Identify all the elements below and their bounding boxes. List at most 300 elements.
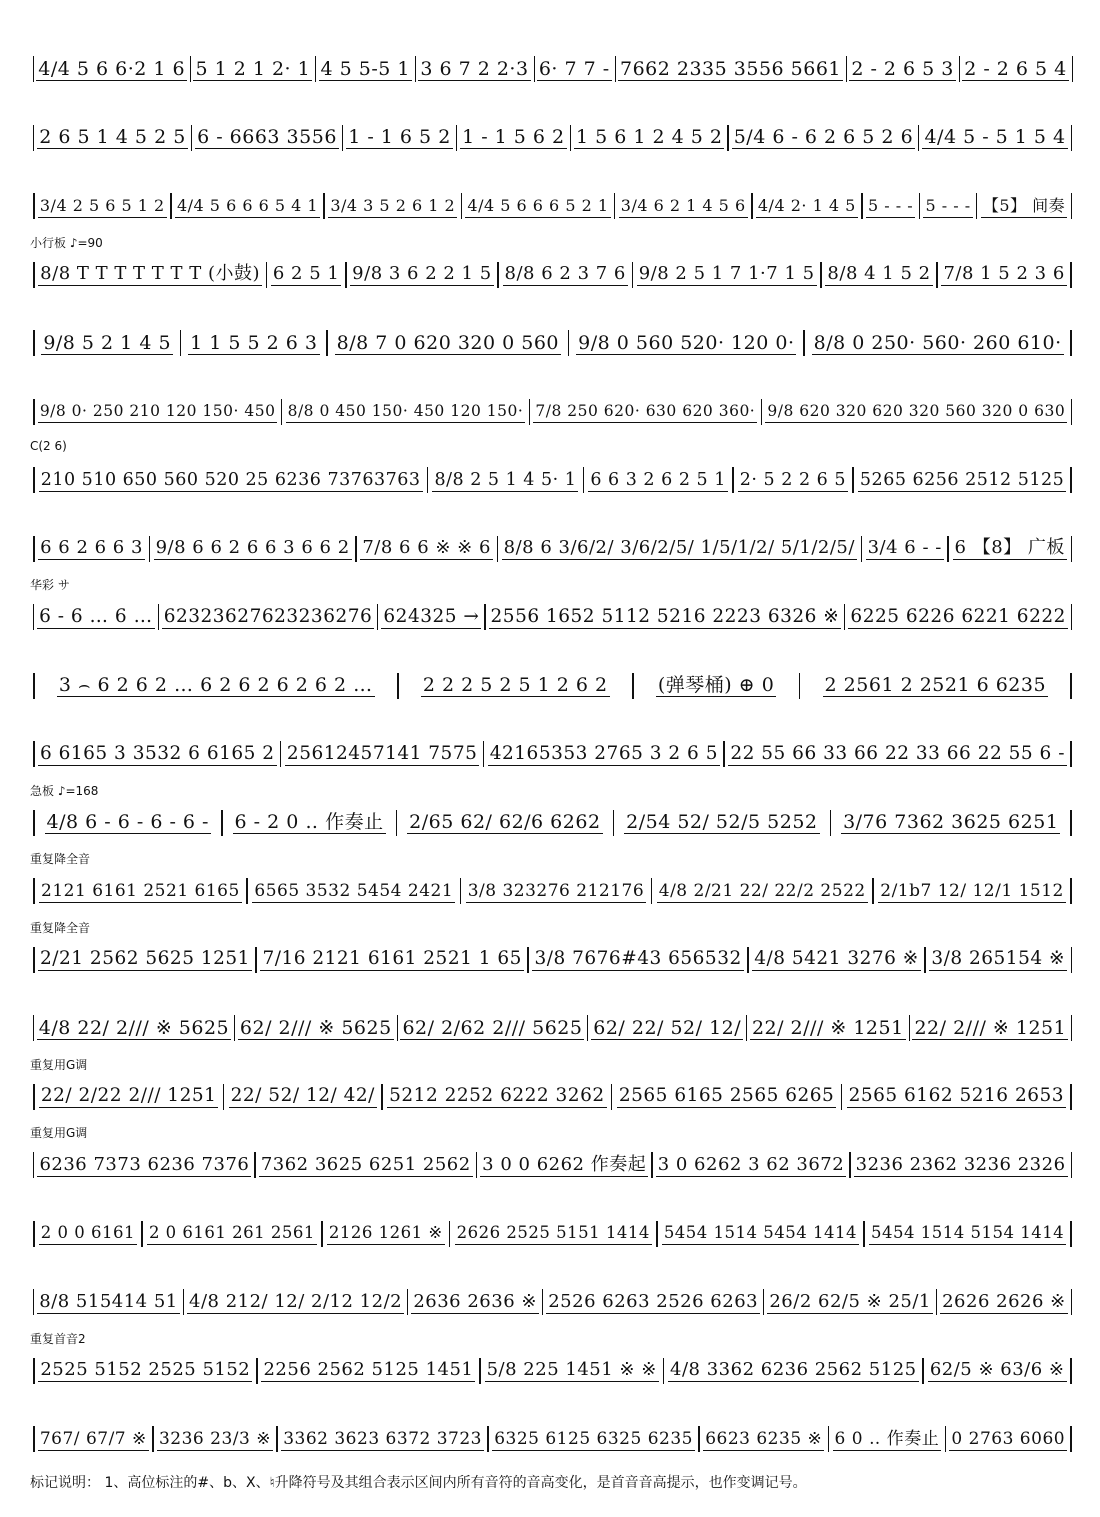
barline [568, 330, 570, 356]
barline [936, 262, 938, 288]
measure: 3/4 6 - - [867, 537, 942, 558]
barline [861, 536, 863, 562]
barline [33, 673, 35, 699]
barline [1071, 604, 1072, 630]
barline [479, 1358, 481, 1384]
barline [33, 604, 34, 630]
measure: 9/8 3 6 2 2 1 5 [352, 263, 492, 284]
measure: 6 - 6663 3556 [197, 126, 337, 148]
measure: 5 1 2 1 2· 1 [195, 57, 311, 80]
barline [852, 467, 854, 493]
score-row [30, 713, 1075, 783]
barline [33, 467, 35, 493]
measure: 42165353 2765 3 2 6 5 [489, 742, 718, 764]
barline [33, 1152, 34, 1178]
barline [1070, 1426, 1072, 1452]
barline [33, 947, 35, 973]
measure: 1 - 1 5 6 2 [462, 126, 565, 148]
row-marking: C(2 6) [30, 439, 67, 453]
score-row [30, 1330, 1075, 1400]
measure: 2565 6162 5216 2653 [848, 1085, 1065, 1106]
measure: 4/4 5 - 5 1 5 4 [924, 126, 1066, 148]
barline [33, 262, 35, 288]
barline [614, 193, 616, 219]
barline [476, 1152, 477, 1178]
row-marking: 重复用G调 [30, 1057, 88, 1072]
measure: 7/8 6 6 ※ ※ 6 [362, 537, 491, 558]
barline [1071, 125, 1072, 151]
score-row [30, 97, 1075, 167]
notation-line [30, 465, 1075, 495]
barline [461, 193, 463, 219]
barline [381, 1084, 383, 1110]
notation-line [30, 1287, 1075, 1317]
barline [1071, 947, 1073, 973]
barline [1070, 810, 1072, 836]
score-row [30, 1193, 1075, 1263]
measure: 3 0 0 6262 作奏起 [482, 1153, 647, 1175]
barline [497, 262, 499, 288]
barline [180, 330, 182, 356]
measure: 2/1b7 12/ 12/1 1512 [880, 880, 1064, 901]
barline [1071, 536, 1073, 562]
barline [234, 1015, 235, 1041]
barline [1071, 399, 1073, 425]
barline [345, 262, 347, 288]
barline [922, 1358, 924, 1384]
barline [33, 1358, 35, 1384]
measure: 2636 2636 ※ [413, 1290, 537, 1312]
measure: 8/8 0 450 150· 450 120 150· [286, 400, 526, 423]
barline [651, 878, 653, 904]
measure: 2565 6165 2565 6265 [618, 1085, 835, 1106]
measure: 22/ 2/// ※ 1251 [914, 1016, 1067, 1039]
barline [407, 1289, 408, 1315]
measure: 9/8 2 5 1 7 1·7 1 5 [638, 263, 815, 284]
measure: 9/8 0· 250 210 120 150· 450 [38, 400, 278, 423]
measure: 5 - - - [923, 195, 972, 218]
barline [663, 1358, 665, 1384]
notation-line [30, 1356, 1075, 1386]
measure: 4/8 5421 3276 ※ [754, 948, 919, 969]
barline [828, 1426, 830, 1452]
barline [849, 1152, 850, 1178]
measure: 25612457141 7575 [286, 742, 478, 764]
measure: 3/4 6 2 1 4 5 6 [619, 195, 748, 218]
row-marking: 重复首音2 [30, 1331, 86, 1346]
measure: 22/ 2/22 2/// 1251 [40, 1085, 217, 1106]
barline [1070, 467, 1072, 493]
notation-line [30, 397, 1075, 427]
barline [919, 193, 921, 219]
barline [456, 125, 457, 151]
measure: 0 2763 6060 [951, 1428, 1066, 1449]
measure: 6 0 ‥ 作奏止 [834, 1428, 940, 1449]
footnote-label: 标记说明： [30, 1475, 100, 1491]
score-row [30, 165, 1075, 235]
measure: 2626 2626 ※ [942, 1290, 1066, 1312]
barline [723, 741, 725, 767]
measure: 7662 2335 3556 5661 [619, 57, 842, 80]
footnote-text: 1、高位标注的#、b、X、♮升降符号及其组合表示区间内所有音符的音高变化，是首音音高提示，也作变调记号。 [104, 1475, 807, 1491]
barline [732, 467, 734, 493]
measure: 2/65 62/ 62/6 6262 [409, 811, 601, 833]
barline [149, 536, 151, 562]
measure: 3/4 3 5 2 6 1 2 [328, 195, 457, 218]
barline [542, 1289, 543, 1315]
measure: 8/8 T T T T T T T (小鼓) [40, 263, 260, 284]
barline [529, 399, 531, 425]
notation-line [30, 876, 1075, 906]
measure: 2/21 2562 5625 1251 [40, 948, 250, 969]
measure: 1 5 6 1 2 4 5 2 [575, 126, 723, 148]
measure: 6 6165 3 3532 6 6165 2 [39, 742, 275, 764]
barline [266, 262, 268, 288]
notation-line [30, 54, 1075, 84]
footnote-continued [150, 1508, 1050, 1517]
barline [33, 1084, 35, 1110]
row-marking: 重复降全音 [30, 920, 91, 935]
measure: 5/4 6 - 6 2 6 5 2 6 [733, 126, 914, 148]
barline [747, 947, 749, 973]
measure: 7/8 1 5 2 3 6 [943, 263, 1065, 284]
measure: 4/8 6 - 6 - 6 - 6 - [46, 811, 209, 833]
barline [830, 810, 832, 836]
measure: 1 1 5 5 2 6 3 [190, 331, 318, 354]
barline [377, 604, 378, 630]
barline [321, 1221, 323, 1247]
notation-line [30, 191, 1075, 221]
barline [820, 262, 822, 288]
barline [583, 467, 585, 493]
barline [924, 947, 926, 973]
measure: 3 6 7 2 2·3 [420, 57, 529, 80]
measure: 3/4 2 5 6 5 1 2 [38, 195, 167, 218]
score-row [30, 919, 1075, 989]
measure: 2 2561 2 2521 6 6235 [824, 674, 1047, 696]
barline [497, 536, 499, 562]
measure: 5265 6256 2512 5125 [859, 469, 1065, 490]
barline [33, 1426, 35, 1452]
measure: 62/5 ※ 63/6 ※ [929, 1359, 1065, 1380]
measure: 4/8 3362 6236 2562 5125 [670, 1359, 917, 1380]
measure: 3/8 323276 212176 [467, 880, 645, 901]
barline [280, 741, 282, 767]
row-marking: 重复降全音 [30, 852, 91, 866]
measure: 4/8 212/ 12/ 2/12 12/2 [189, 1290, 403, 1312]
measure: 2626 2525 5151 1414 [455, 1222, 652, 1245]
measure: (弹琴桶) ⊕ 0 [657, 674, 775, 696]
barline [33, 878, 35, 904]
barline [326, 330, 328, 356]
barline [1071, 1289, 1072, 1315]
barline [33, 1289, 34, 1315]
score-row [30, 1124, 1075, 1194]
measure: 2556 1652 5112 5216 2223 6326 ※ [490, 605, 840, 627]
notation-line [30, 739, 1075, 769]
measure: 5/8 225 1451 ※ ※ [486, 1359, 657, 1380]
measure: 22/ 2/// ※ 1251 [751, 1016, 904, 1039]
measure: 3 0 6262 3 62 3672 [657, 1153, 845, 1175]
measure: 6 2 5 1 [272, 263, 340, 284]
measure: 4/4 2· 1 4 5 [756, 195, 858, 218]
barline [918, 125, 919, 151]
barline [1071, 193, 1073, 219]
row-marking: 小行板 ♪=90 [30, 235, 103, 250]
barline [396, 810, 398, 836]
score-row [30, 1056, 1075, 1126]
barline [152, 1426, 154, 1452]
measure: 62323627623236276 [163, 605, 373, 627]
barline [632, 673, 634, 699]
barline [746, 1015, 747, 1041]
measure: 6 - 2 0 ‥ 作奏止 [234, 811, 384, 833]
barline [483, 741, 485, 767]
barline [727, 125, 728, 151]
measure: 9/8 0 560 520· 120 0· [578, 331, 795, 354]
notation-line [30, 1424, 1075, 1454]
barline [221, 810, 223, 836]
barline [355, 536, 357, 562]
measure: 26/2 62/5 ※ 25/1 [769, 1290, 931, 1312]
measure: 2 2 2 5 2 5 1 2 6 2 [422, 674, 608, 696]
barline [863, 1221, 865, 1247]
barline [1070, 1221, 1072, 1247]
barline [803, 330, 805, 356]
barline [1070, 1084, 1072, 1110]
measure: 2121 6161 2521 6165 [41, 880, 240, 901]
notation-line [30, 602, 1075, 632]
score-row [30, 645, 1075, 715]
barline [397, 673, 399, 699]
barline [651, 1152, 652, 1178]
measure: 210 510 650 560 520 25 6236 73763763 [40, 469, 421, 490]
footnote [30, 1472, 1075, 1492]
barline [255, 947, 257, 973]
barline [698, 1426, 700, 1452]
score-row [30, 1261, 1075, 1331]
barline [427, 467, 429, 493]
barline [844, 604, 845, 630]
barline [223, 1084, 225, 1110]
barline [976, 193, 978, 219]
measure: 2126 1261 ※ [327, 1222, 445, 1245]
measure: 7/16 2121 6161 2521 1 65 [262, 948, 522, 969]
barline [33, 193, 35, 219]
row-marking: 急板 ♪=168 [30, 783, 99, 798]
barline [276, 1426, 278, 1452]
row-marking: 华彩 サ [30, 578, 70, 592]
barline [33, 536, 35, 562]
score-row [30, 850, 1075, 920]
barline [33, 1015, 34, 1041]
measure: 8/8 6 3/6/2/ 3/6/2/5/ 1/5/1/2/ 5/1/2/5/ [503, 537, 855, 558]
notation-line [30, 1219, 1075, 1249]
score-row [30, 371, 1075, 441]
barline [484, 604, 485, 630]
measure: 4/4 5 6 6 6 5 4 1 [175, 195, 320, 218]
measure: 2· 5 2 2 6 5 [739, 469, 846, 490]
measure: 2/54 52/ 52/5 5252 [626, 811, 818, 833]
barline [397, 1015, 398, 1041]
barline [1071, 1015, 1072, 1041]
score-row [30, 987, 1075, 1057]
measure: 22/ 52/ 12/ 42/ [230, 1085, 375, 1106]
score-row [30, 1398, 1075, 1468]
measure: 62/ 22/ 52/ 12/ [593, 1016, 742, 1039]
measure: 6 6 3 2 6 2 5 1 [590, 469, 726, 490]
measure: 3 ⌢ 6 2 6 2 … 6 2 6 2 6 2 6 2 … [58, 674, 373, 696]
notation-line [30, 671, 1075, 701]
measure: 624325 → [383, 605, 480, 627]
measure: 4/4 5 6 6·2 1 6 [38, 57, 186, 80]
measure: 62/ 2/62 2/// 5625 [402, 1016, 583, 1039]
measure: 4/8 22/ 2/// ※ 5625 [38, 1016, 230, 1039]
measure: 6· 7 7 - [538, 57, 610, 80]
measure: 2 6 5 1 4 5 2 5 [39, 126, 186, 148]
barline [246, 878, 248, 904]
barline [936, 1289, 937, 1315]
barline [33, 741, 35, 767]
measure: 2 - 2 6 5 4 [964, 57, 1067, 80]
barline [487, 1426, 489, 1452]
barline [1070, 741, 1072, 767]
barline [763, 1289, 764, 1315]
measure: 8/8 2 5 1 4 5· 1 [434, 469, 577, 490]
measure: 3/76 7362 3625 6251 [843, 811, 1059, 833]
barline [751, 193, 753, 219]
barline [449, 1221, 451, 1247]
measure: 8/8 4 1 5 2 [827, 263, 931, 284]
measure: 2 0 0 6161 [39, 1222, 137, 1245]
barline [183, 1289, 184, 1315]
row-marking: 重复用G调 [30, 1126, 88, 1140]
barline [872, 878, 874, 904]
notation-line [30, 260, 1075, 290]
barline [460, 878, 462, 904]
measure: 5212 2252 6222 3262 [389, 1085, 605, 1106]
measure: 1 - 1 6 5 2 [348, 126, 451, 148]
barline [1070, 330, 1072, 356]
measure: 7/8 250 620· 630 620 360· [533, 400, 757, 423]
barline [1070, 878, 1072, 904]
barline [254, 1152, 255, 1178]
barline [1071, 1152, 1072, 1178]
measure: 3362 3623 6372 3723 [283, 1428, 482, 1449]
measure: 【5】 间奏 [981, 195, 1067, 218]
measure: 4/4 5 6 6 6 5 2 1 [465, 195, 610, 218]
measure: 3236 23/3 ※ [158, 1428, 271, 1449]
barline [632, 262, 634, 288]
measure: 6325 6125 6325 6235 [494, 1428, 693, 1449]
barline [1070, 1358, 1072, 1384]
barline [587, 1015, 588, 1041]
measure: 6 【8】 广板 [954, 537, 1065, 558]
measure: 2526 6263 2526 6263 [548, 1290, 759, 1312]
barline [1070, 673, 1072, 699]
barline [611, 1084, 613, 1110]
score-row [30, 576, 1075, 646]
score-row [30, 439, 1075, 509]
measure: 8/8 6 2 3 7 6 [504, 263, 626, 284]
barline [323, 193, 325, 219]
measure: 5454 1514 5154 1414 [869, 1222, 1066, 1245]
barline [861, 193, 863, 219]
notation-line [30, 328, 1075, 358]
barline [570, 125, 571, 151]
notation-line [30, 123, 1075, 153]
measure: 3/8 7676#43 656532 [534, 948, 742, 969]
measure: 22 55 66 33 66 22 33 66 22 55 6 - [730, 742, 1065, 764]
barline [656, 1221, 658, 1247]
barline [33, 1221, 35, 1247]
barline [909, 1015, 910, 1041]
score-row [30, 234, 1075, 304]
barline [613, 810, 615, 836]
measure: 8/8 0 250· 560· 260 610· [813, 331, 1062, 354]
measure: 2256 2562 5125 1451 [263, 1359, 474, 1380]
measure: 4 5 5-5 1 [320, 57, 411, 80]
notation-line [30, 1082, 1075, 1112]
barline [33, 810, 35, 836]
barline [947, 536, 949, 562]
barline [281, 399, 283, 425]
notation-line [30, 1150, 1075, 1180]
measure: 9/8 620 320 620 320 560 320 0 630 [765, 400, 1067, 423]
score-row [30, 508, 1075, 578]
score-row [30, 302, 1075, 372]
measure: 2525 5152 2525 5152 [40, 1359, 251, 1380]
measure: 62/ 2/// ※ 5625 [239, 1016, 392, 1039]
barline [342, 125, 343, 151]
measure: 8/8 7 0 620 320 0 560 [336, 331, 560, 354]
measure: 2 - 2 6 5 3 [851, 57, 954, 80]
score-row [30, 28, 1075, 98]
score-row [30, 782, 1075, 852]
measure: 6236 7373 6236 7376 [39, 1153, 250, 1175]
barline [945, 1426, 947, 1452]
measure: 3/8 265154 ※ [931, 948, 1065, 969]
measure: 3236 2362 3236 2326 [855, 1153, 1066, 1175]
barline [141, 1221, 143, 1247]
measure: 6225 6226 6221 6222 [850, 605, 1066, 627]
barline [799, 673, 801, 699]
barline [33, 399, 35, 425]
barline [1070, 262, 1072, 288]
measure: 767/ 67/7 ※ [39, 1428, 147, 1449]
barline [33, 330, 35, 356]
barline [761, 399, 763, 425]
measure: 9/8 5 2 1 4 5 [43, 331, 172, 354]
measure: 8/8 515414 51 [39, 1290, 178, 1312]
measure: 6 6 2 6 6 3 [40, 537, 143, 558]
barline [158, 604, 159, 630]
barline [191, 125, 192, 151]
measure: 9/8 6 6 2 6 6 3 6 6 2 [155, 537, 350, 558]
notation-line [30, 945, 1075, 975]
barline [170, 193, 172, 219]
barline [527, 947, 529, 973]
notation-line [30, 808, 1075, 838]
barline [256, 1358, 258, 1384]
measure: 6 - 6 … 6 … [39, 605, 153, 627]
measure: 4/8 2/21 22/ 22/2 2522 [658, 880, 866, 901]
barline [33, 125, 34, 151]
measure: 5454 1514 5454 1414 [662, 1222, 859, 1245]
measure: 5 - - - [866, 195, 915, 218]
barline [841, 1084, 843, 1110]
measure: 6623 6235 ※ [705, 1428, 823, 1449]
